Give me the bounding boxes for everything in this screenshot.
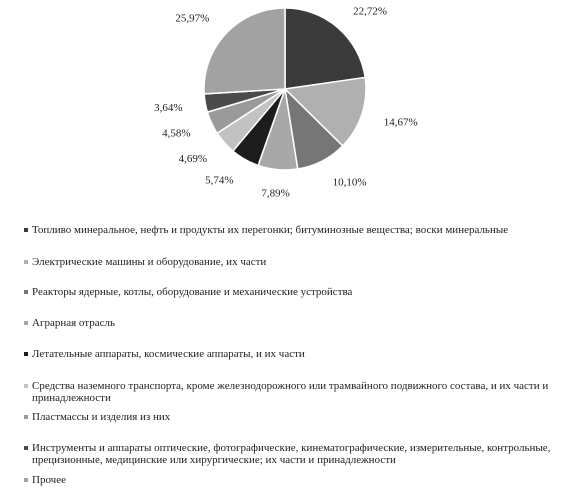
slice-value-label: 3,64% (154, 102, 183, 115)
legend-item (24, 317, 564, 329)
legend-swatch (24, 290, 28, 294)
legend-item (24, 411, 564, 423)
pie-slice (204, 8, 285, 94)
slice-value-label: 22,72% (353, 5, 388, 18)
slice-value-label: 10,10% (332, 176, 367, 189)
slice-value-label: 4,69% (178, 152, 208, 165)
legend-label: Пластмассы и изделия из них (32, 411, 171, 423)
legend-item (24, 442, 564, 466)
legend-item (24, 224, 564, 236)
legend-swatch (24, 260, 28, 264)
pie-slice (285, 8, 365, 89)
legend-swatch (24, 478, 28, 482)
legend-item (24, 256, 564, 268)
slice-value-label: 5,74% (205, 174, 234, 187)
slice-value-label: 7,89% (261, 187, 290, 200)
legend-item (24, 348, 564, 360)
legend-label: Аграрная отрасль (32, 317, 115, 329)
slice-value-label: 4,58% (162, 127, 191, 140)
legend-item (24, 474, 564, 486)
legend-item (24, 286, 564, 298)
legend-label: Реакторы ядерные, котлы, оборудование и механические устройства (32, 286, 353, 298)
legend-swatch (24, 415, 28, 419)
legend-label: Инструменты и аппараты оптические, фотографические, кинематографические, измерительные, контрольные, прецизионные, медицинские или хирургические; их части и принадлежности (32, 442, 551, 466)
slice-value-label: 25,97% (175, 12, 210, 25)
legend-swatch (24, 384, 28, 388)
legend-item (24, 380, 564, 404)
slice-value-label: 14,67% (383, 116, 418, 129)
legend-label: Топливо минеральное, нефть и продукты их перегонки; битуминозные вещества; воски минеральные (32, 224, 509, 236)
legend-label: Летательные аппараты, космические аппараты, и их части (32, 348, 305, 360)
legend-label: Средства наземного транспорта, кроме железнодорожного или трамвайного подвижного состава, и их части и принадлежности (32, 380, 549, 404)
legend-swatch (24, 446, 28, 450)
pie-chart (0, 0, 574, 220)
legend-label: Прочее (32, 474, 66, 486)
legend-swatch (24, 228, 28, 232)
legend-label: Электрические машины и оборудование, их части (32, 256, 267, 268)
legend-swatch (24, 352, 28, 356)
legend-swatch (24, 321, 28, 325)
